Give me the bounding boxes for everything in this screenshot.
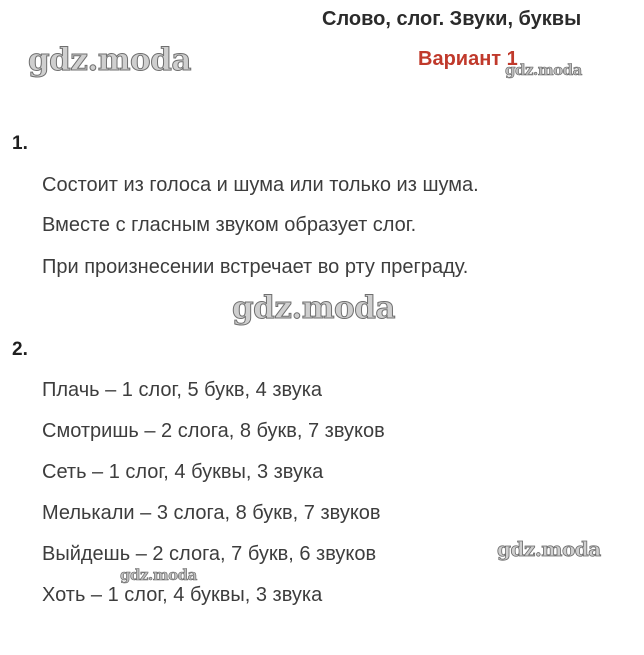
task-1-number: 1. — [12, 133, 28, 154]
task-1-line: При произнесении встречает во рту преграду. — [42, 256, 469, 278]
variant-label: Вариант 1 — [418, 48, 518, 70]
task-2-line: Плачь – 1 слог, 5 букв, 4 звука — [42, 379, 322, 401]
task-1-line: Вместе с гласным звуком образует слог. — [42, 214, 417, 236]
task-2-line: Мелькали – 3 слога, 8 букв, 7 звуков — [42, 502, 381, 524]
watermark-logo: gdz.moda — [28, 42, 191, 78]
watermark-logo: gdz.moda — [232, 290, 395, 326]
task-2-line: Смотришь – 2 слога, 8 букв, 7 звуков — [42, 420, 385, 442]
page-title: Слово, слог. Звуки, буквы — [322, 8, 582, 30]
watermark-logo: gdz.moda — [120, 566, 197, 584]
task-2-line: Хоть – 1 слог, 4 буквы, 3 звука — [42, 584, 323, 606]
task-1-line: Состоит из голоса и шума или только из шума. — [42, 174, 479, 196]
watermark-logo: gdz.moda — [497, 537, 601, 561]
watermark-logo: gdz.moda — [505, 61, 582, 79]
task-2-line: Сеть – 1 слог, 4 буквы, 3 звука — [42, 461, 324, 483]
task-2-line: Выйдешь – 2 слога, 7 букв, 6 звуков — [42, 543, 377, 565]
task-2-number: 2. — [12, 339, 28, 360]
